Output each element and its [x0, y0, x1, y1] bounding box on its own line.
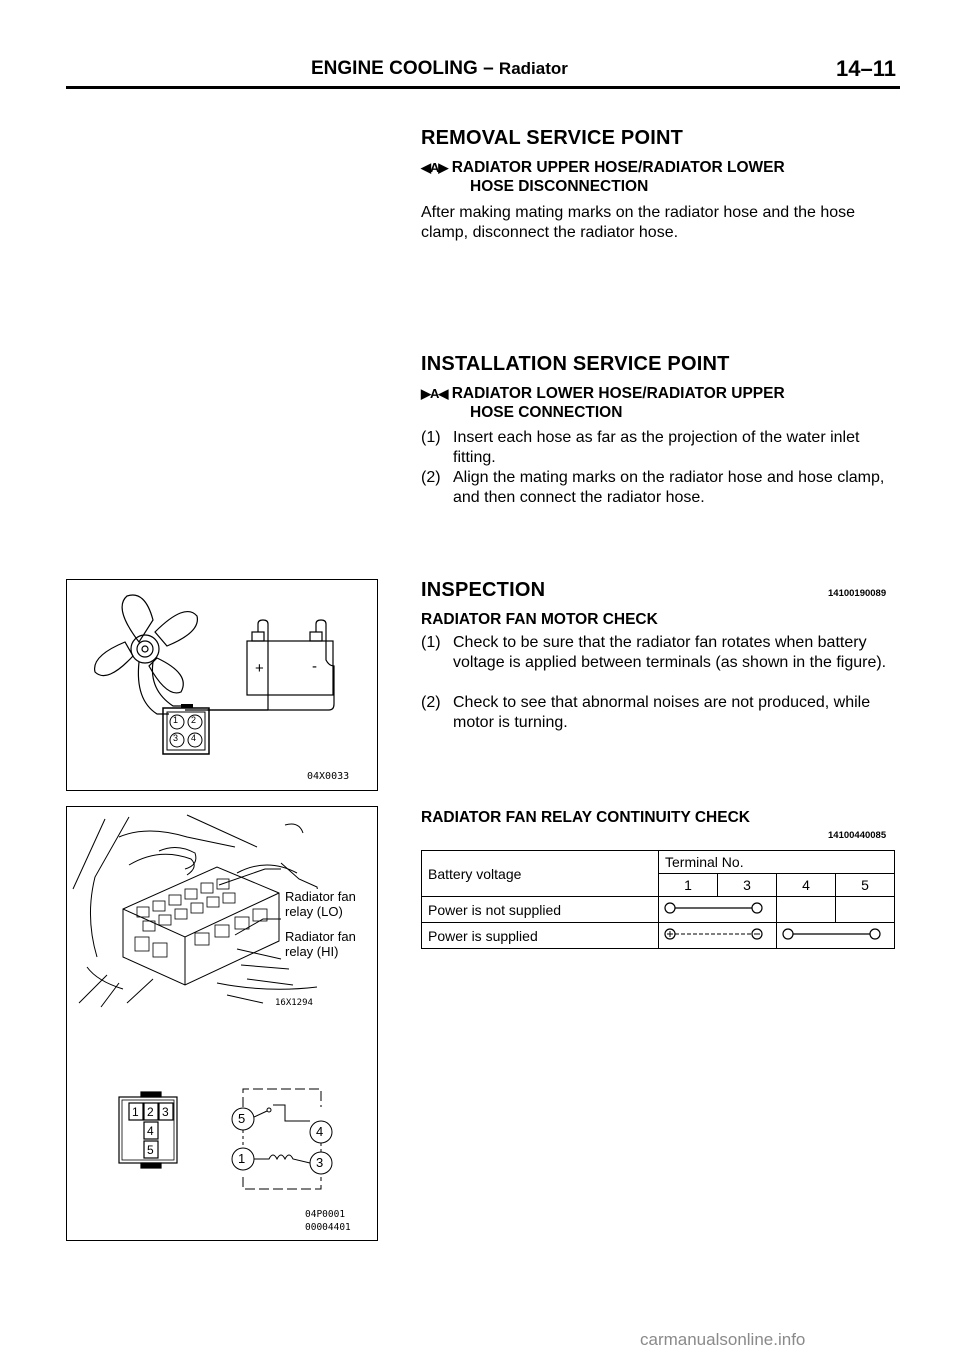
removal-marker: ◀A▶ — [421, 160, 448, 175]
terminal-5-header: 5 — [836, 874, 895, 897]
pin-1-label: 1 — [173, 715, 179, 725]
installation-heading: INSTALLATION SERVICE POINT — [421, 353, 730, 375]
installation-marker: ▶A◀ — [421, 386, 448, 401]
header-dash: – — [477, 58, 499, 79]
motor-step-2-num: (2) — [421, 694, 441, 711]
footer-watermark: carmanualsonline.info — [640, 1330, 806, 1349]
figure2-code-2: 00004401 — [305, 1222, 351, 1233]
pin-4-label: 4 — [191, 733, 197, 743]
circuit-terminal-1: 1 — [238, 1151, 246, 1166]
pin-3-label: 3 — [173, 733, 179, 743]
continuity-connection-icon — [660, 897, 775, 919]
header-title — [311, 58, 568, 80]
page-header — [66, 56, 900, 89]
removal-subheading — [421, 158, 785, 177]
table-row — [422, 897, 895, 923]
continuity-4-5-symbol — [777, 923, 895, 949]
table-row-header: Battery voltage — [422, 851, 659, 897]
continuity-1-3-symbol — [659, 897, 777, 923]
battery-plus-label: + — [255, 660, 264, 677]
page-number: 14–11 — [836, 56, 896, 81]
header-section: ENGINE COOLING — [311, 58, 478, 79]
power-polarity-icon — [660, 923, 775, 945]
motor-step-1-num: (1) — [421, 634, 441, 651]
terminal-3-header: 3 — [718, 874, 777, 897]
installation-step-1-text: Insert each hose as far as the projection of the water inlet fitting. — [453, 429, 860, 466]
fan-motor-diagram — [67, 580, 377, 790]
inspection-heading: INSPECTION — [421, 579, 546, 601]
relay-hi-label-line2: relay (HI) — [285, 944, 339, 959]
removal-sub-line1: RADIATOR UPPER HOSE/RADIATOR LOWER — [451, 159, 785, 176]
pin-2-label: 2 — [191, 715, 197, 725]
motor-step-2-text: Check to see that abnormal noises are not produced, while motor is turning. — [453, 694, 871, 731]
battery-minus-label: - — [312, 658, 317, 675]
installation-step-2-text: Align the mating marks on the radiator hose and hose clamp, and then connect the radiator hose. — [453, 469, 885, 506]
motor-step-1-text: Check to be sure that the radiator fan rotates when battery voltage is applied between terminals (as shown in the figure). — [453, 634, 887, 671]
circuit-terminal-4: 4 — [316, 1124, 324, 1139]
fan-motor-figure — [66, 579, 378, 791]
relay-continuity-table — [421, 850, 895, 949]
connector-pin-2: 2 — [147, 1105, 154, 1119]
continuity-connection-icon — [778, 923, 893, 945]
figure1-code: 04X0033 — [307, 771, 350, 782]
motor-check-heading: RADIATOR FAN MOTOR CHECK — [421, 611, 658, 628]
terminal-1-header: 1 — [659, 874, 718, 897]
circuit-terminal-3: 3 — [316, 1155, 324, 1170]
relay-hi-label-line1: Radiator fan — [285, 929, 356, 944]
relay-lo-label-line2: relay (LO) — [285, 904, 343, 919]
inspection-code: 14100190089 — [828, 588, 887, 599]
installation-subheading — [421, 384, 785, 403]
circuit-terminal-5: 5 — [238, 1111, 246, 1126]
installation-sub-line2: HOSE CONNECTION — [470, 404, 623, 421]
relay-lo-label-line1: Radiator fan — [285, 889, 356, 904]
installation-sub-line1: RADIATOR LOWER HOSE/RADIATOR UPPER — [451, 385, 785, 402]
row-label-supplied: Power is supplied — [422, 923, 659, 949]
removal-heading: REMOVAL SERVICE POINT — [421, 127, 684, 149]
connector-pin-5: 5 — [147, 1143, 154, 1157]
connector-pin-4: 4 — [147, 1124, 154, 1138]
installation-step-1-num: (1) — [421, 429, 441, 446]
figure2-top-code: 16X1294 — [275, 998, 313, 1008]
table-row — [422, 923, 895, 949]
table-group-header: Terminal No. — [659, 851, 895, 874]
relay-check-code: 14100440085 — [828, 830, 887, 841]
figure2-code-1: 04P0001 — [305, 1209, 346, 1220]
row-label-not-supplied: Power is not supplied — [422, 897, 659, 923]
terminal-4-header: 4 — [777, 874, 836, 897]
connector-pin-1: 1 — [132, 1105, 139, 1119]
removal-sub-line2: HOSE DISCONNECTION — [470, 178, 649, 195]
relay-check-heading: RADIATOR FAN RELAY CONTINUITY CHECK — [421, 809, 750, 826]
relay-figure — [66, 806, 378, 1241]
installation-step-2-num: (2) — [421, 469, 441, 486]
power-1-3-symbol — [659, 923, 777, 949]
relay-location-diagram — [67, 807, 377, 1240]
connector-pin-3: 3 — [162, 1105, 169, 1119]
header-subtitle: Radiator — [498, 59, 568, 78]
removal-text: After making mating marks on the radiator hose and the hose clamp, disconnect the radiator hose. — [421, 204, 856, 241]
